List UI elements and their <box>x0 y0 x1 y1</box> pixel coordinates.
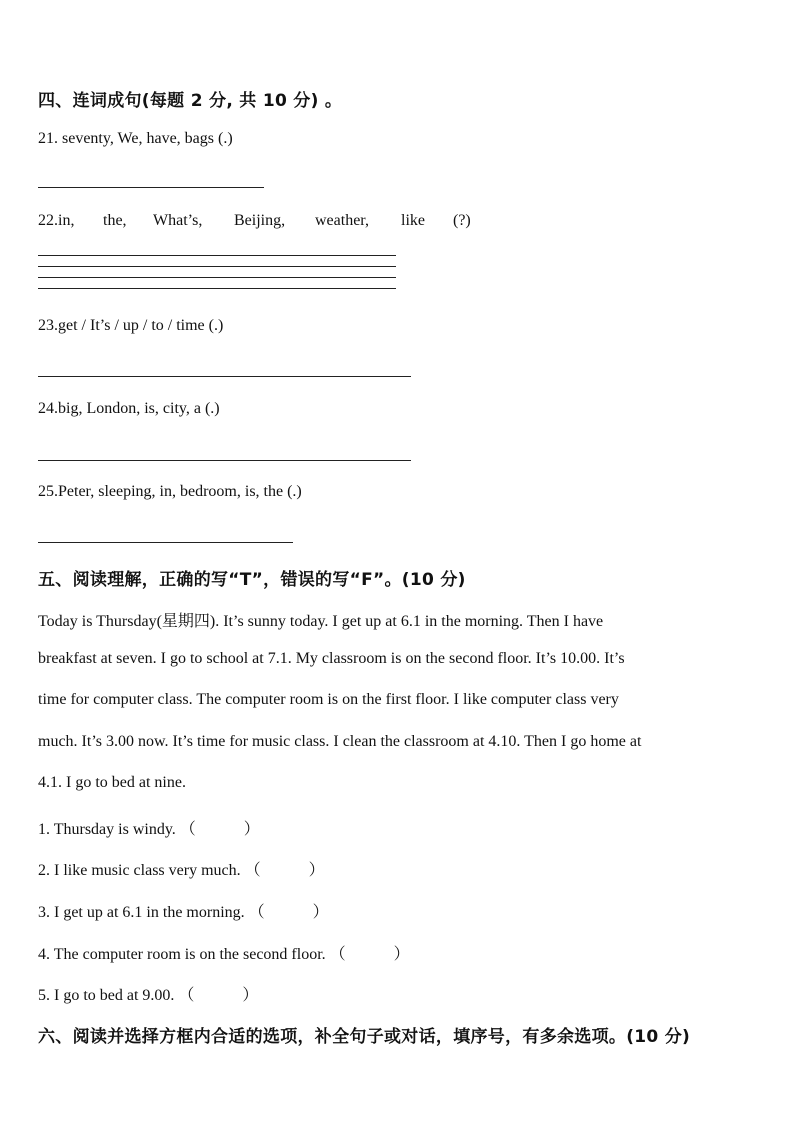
section-5-heading: 五、阅读理解，正确的写“T”，错误的写“F”。(10 分) <box>38 570 466 590</box>
answer-line-22[interactable] <box>38 277 396 278</box>
question-22-word: (?) <box>453 212 471 229</box>
tf-question-4 <box>38 941 410 964</box>
answer-line-22[interactable] <box>38 266 396 267</box>
section-6-heading: 六、阅读并选择方框内合适的选项，补全句子或对话，填序号，有多余选项。(10 分) <box>38 1027 691 1047</box>
answer-blank[interactable]: （ ） <box>179 821 260 838</box>
question-21: 21. seventy, We, have, bags (.) <box>38 130 233 147</box>
question-25: 25.Peter, sleeping, in, bedroom, is, the (.) <box>38 483 302 500</box>
section-4-heading: 四、连词成句(每题 2 分, 共 10 分) 。 <box>38 91 343 111</box>
answer-blank[interactable]: （ ） <box>244 862 325 879</box>
tf-question-5 <box>38 982 258 1005</box>
answer-line-22[interactable] <box>38 288 396 289</box>
answer-blank[interactable]: （ ） <box>329 946 410 963</box>
passage-line: much. It’s 3.00 now. It’s time for music class. I clean the classroom at 4.10. Then I go home at <box>38 733 642 750</box>
question-24: 24.big, London, is, city, a (.) <box>38 400 220 417</box>
answer-blank[interactable]: （ ） <box>178 987 259 1004</box>
answer-line-21[interactable] <box>38 187 264 188</box>
tf-question-2 <box>38 857 325 880</box>
tf-question-text: 1. Thursday is windy. <box>38 821 176 838</box>
tf-question-1 <box>38 816 260 839</box>
question-22-word: Beijing, <box>234 212 286 229</box>
passage-line: breakfast at seven. I go to school at 7.1. My classroom is on the second floor. It’s 10.00. It’s <box>38 650 625 667</box>
answer-line-23[interactable] <box>38 376 411 377</box>
question-22-word: 22.in, <box>38 212 75 229</box>
tf-question-3 <box>38 899 329 922</box>
tf-question-text: 5. I go to bed at 9.00. <box>38 987 175 1004</box>
question-23: 23.get / It’s / up / to / time (.) <box>38 317 224 334</box>
answer-line-24[interactable] <box>38 460 411 461</box>
question-22-word: weather, <box>315 212 369 229</box>
answer-blank[interactable]: （ ） <box>248 904 329 921</box>
tf-question-text: 2. I like music class very much. <box>38 862 241 879</box>
tf-question-text: 4. The computer room is on the second floor. <box>38 946 326 963</box>
tf-question-text: 3. I get up at 6.1 in the morning. <box>38 904 245 921</box>
passage-line: time for computer class. The computer room is on the first floor. I like computer class very <box>38 691 619 708</box>
question-22-word: the, <box>103 212 127 229</box>
answer-line-22[interactable] <box>38 255 396 256</box>
question-22-word: What’s, <box>153 212 203 229</box>
question-22-word: like <box>401 212 425 229</box>
answer-line-25[interactable] <box>38 542 293 543</box>
passage-line: 4.1. I go to bed at nine. <box>38 774 186 791</box>
passage-line: Today is Thursday(星期四). It’s sunny today. I get up at 6.1 in the morning. Then I have <box>38 613 604 630</box>
question-22 <box>38 212 478 234</box>
